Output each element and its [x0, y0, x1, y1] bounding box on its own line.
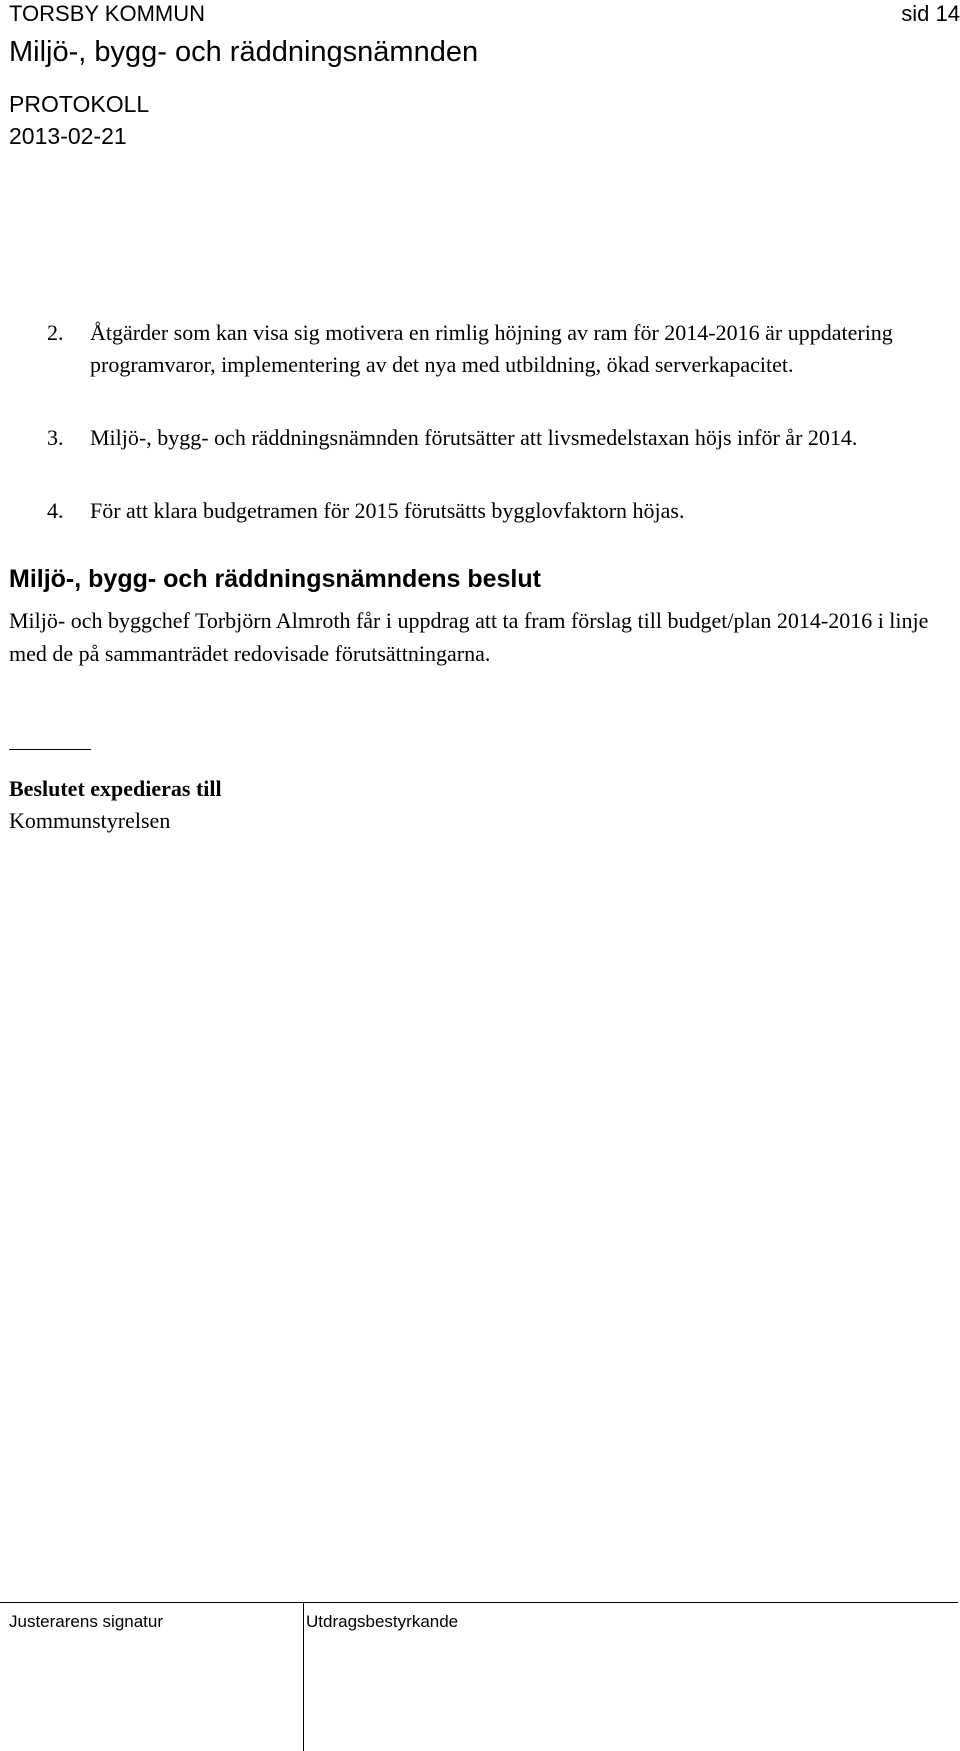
- list-item-text: Åtgärder som kan visa sig motivera en rimlig höjning av ram för 2014-2016 är uppdatering programvaror, implementering av det nya med utbildning, ökad serverkapacitet.: [90, 320, 893, 377]
- adjuster-signature-label: Justerarens signatur: [9, 1612, 164, 1631]
- divider: [9, 749, 91, 750]
- document-type: PROTOKOLL: [9, 91, 150, 117]
- organization-name: TORSBY KOMMUN: [9, 1, 205, 26]
- list-item-text: För att klara budgetramen för 2015 förutsätts bygglovfaktorn höjas.: [90, 498, 685, 523]
- decision-text: Miljö- och byggchef Torbjörn Almroth får i uppdrag att ta fram förslag till budget/plan 2014-2016 i linje med de på sammanträdet redovisade förutsättningarna.: [9, 608, 929, 666]
- extract-certification-label: Utdragsbestyrkande: [306, 1612, 459, 1631]
- extract-certification-box: [303, 1603, 959, 1751]
- page-number: sid 14: [901, 1, 960, 26]
- committee-name: Miljö-, bygg- och räddningsnämnden: [9, 36, 479, 68]
- distribution-heading: Beslutet expedieras till: [9, 776, 222, 801]
- meeting-date: 2013-02-21: [9, 123, 127, 149]
- list-item-number: 4.: [47, 498, 64, 523]
- list-item-number: 3.: [47, 425, 64, 450]
- signature-footer: [0, 1602, 958, 1751]
- list-item-text: Miljö-, bygg- och räddningsnämnden förutsätter att livsmedelstaxan höjs inför år 2014.: [90, 425, 858, 450]
- adjuster-signature-box: [0, 1603, 303, 1751]
- list-item-number: 2.: [47, 320, 64, 345]
- decision-heading: Miljö-, bygg- och räddningsnämndens beslut: [9, 565, 541, 593]
- list-item: [47, 422, 927, 454]
- list-item: [47, 317, 927, 381]
- list-item: [47, 495, 927, 527]
- distribution-recipient: Kommunstyrelsen: [9, 808, 171, 833]
